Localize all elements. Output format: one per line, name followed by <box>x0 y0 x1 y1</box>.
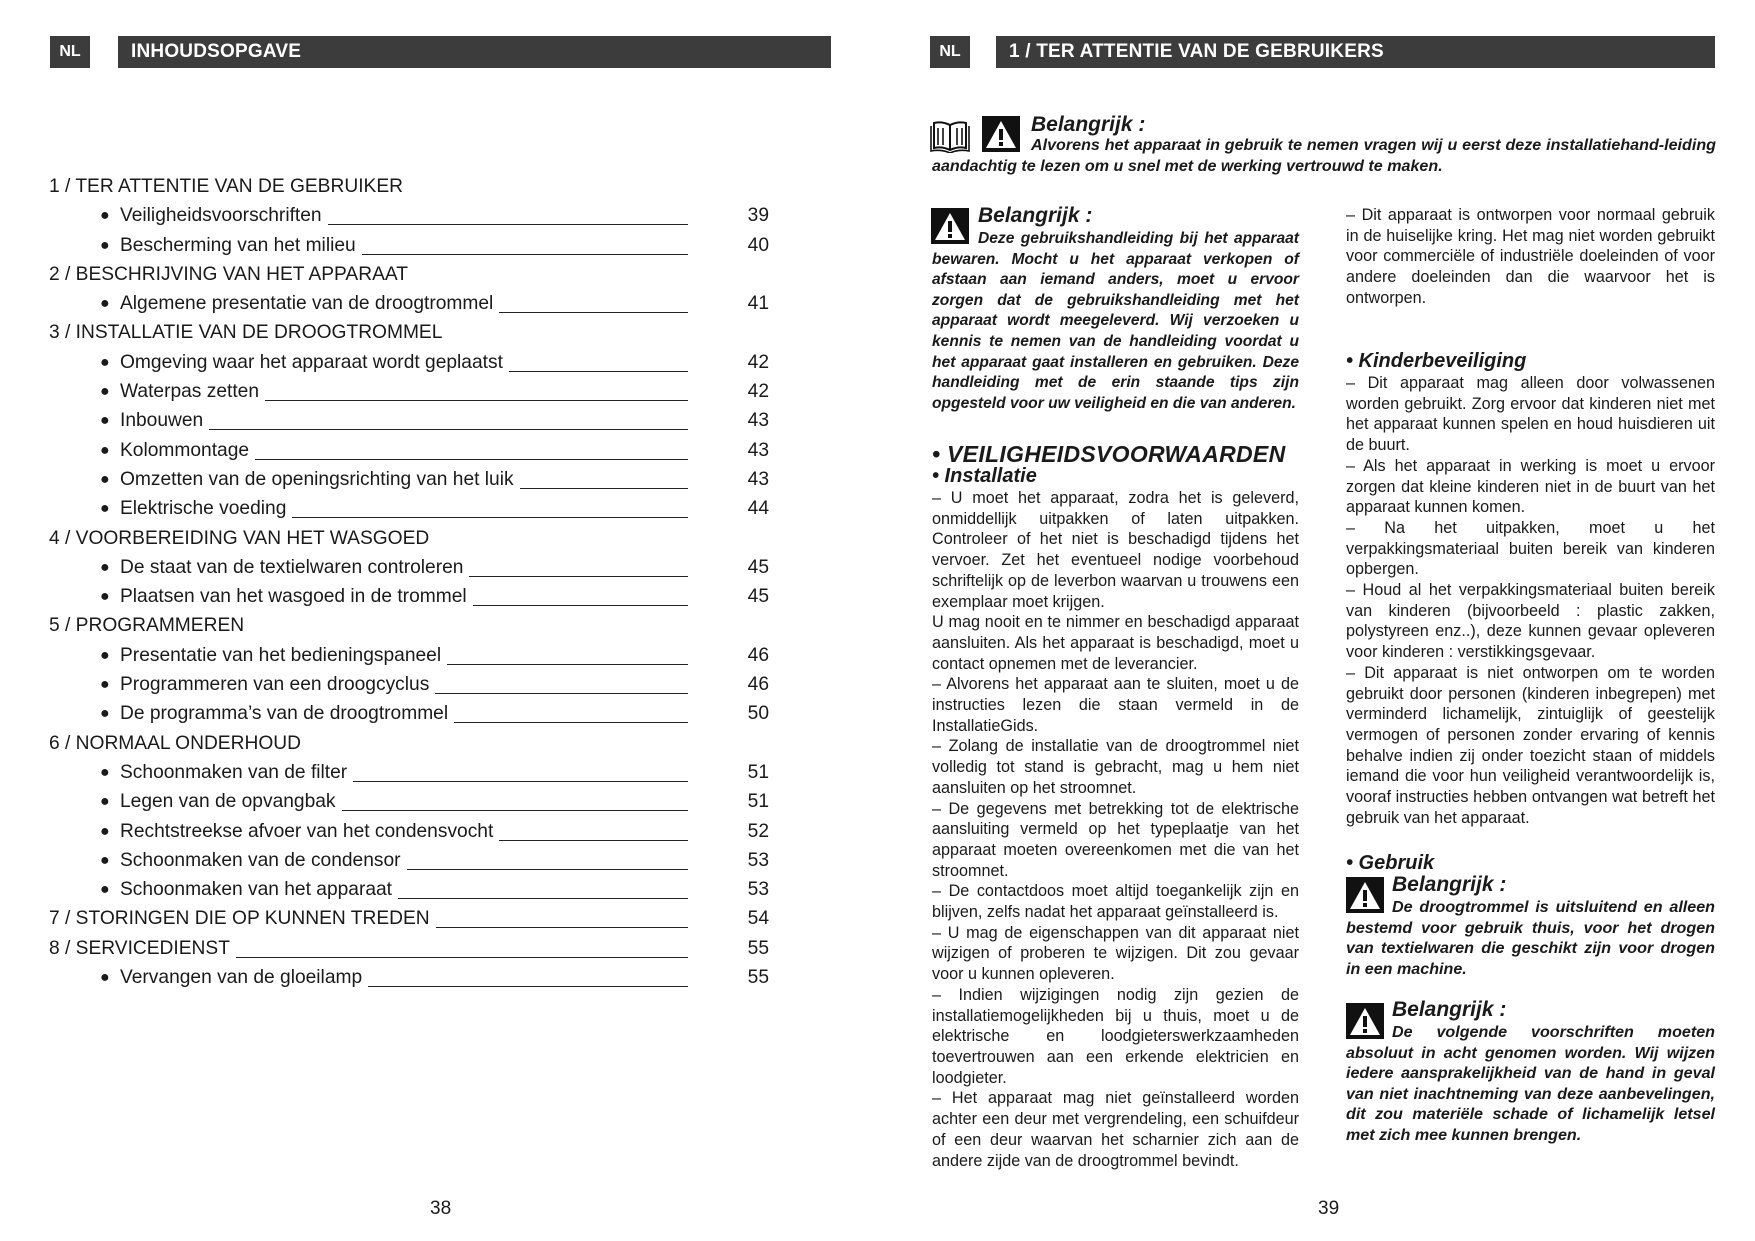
last-warn-text: De volgende voorschriften moeten absoluut in acht genomen worden. Wij wijzen iedere aansprakelijkheid van de hand in geval van niet inachtneming van deze aanbevelingen, dit zou materiële schade of lichamelijk letsel met zich mee kunnen brengen. <box>1346 1023 1715 1144</box>
toc-section <box>49 729 769 758</box>
toc-section <box>49 611 769 640</box>
col2-top-text: – Dit apparaat is ontworpen voor normaal gebruik in de huiselijke kring. Het mag niet worden gebruikt voor commerciële of industriële doeleinden of voor andere doeleinden dan die waarvoor het is ontworpen. <box>1346 206 1715 307</box>
leader-line <box>447 663 688 665</box>
bullet-icon: ● <box>100 588 110 606</box>
toc-item <box>49 465 769 494</box>
toc-section <box>49 904 769 933</box>
last-warn-title: Belangrijk : <box>1392 998 1507 1021</box>
toc-item <box>49 436 769 465</box>
bullet-icon: ● <box>100 793 110 811</box>
leader-line <box>520 487 688 489</box>
install-paragraph: – Indien wijzigingen nodig zijn gezien de installatiemogelijkheden bij u thuis, moet u de elektrische en loodgieterswerkzaamheden toevertrouwen aan een erkende elektricien en loodgieter. <box>932 985 1299 1087</box>
header-title: INHOUDSOPGAVE <box>131 41 302 62</box>
toc-entry-title: Programmeren van een droogcyclus <box>120 674 430 696</box>
bullet-icon: ● <box>100 441 110 459</box>
leader-line <box>255 458 688 460</box>
leader-line <box>362 253 688 255</box>
toc-entry-title: Elektrische voeding <box>120 498 287 520</box>
toc-page-number: 44 <box>747 498 769 520</box>
toc-entry-title: 6 / NORMAAL ONDERHOUD <box>49 732 301 754</box>
bullet-icon: ● <box>100 881 110 899</box>
leader-line <box>342 809 688 811</box>
toc-item <box>49 231 769 260</box>
bullet-icon: ● <box>100 412 110 430</box>
toc-page-number: 45 <box>747 586 769 608</box>
header-title: 1 / TER ATTENTIE VAN DE GEBRUIKERS <box>1009 41 1384 62</box>
toc-item <box>49 787 769 816</box>
bullet-icon: ● <box>100 969 110 987</box>
toc-page-number: 39 <box>747 205 769 227</box>
toc-entry-title: Veiligheidsvoorschriften <box>120 205 322 227</box>
bullet-icon: ● <box>100 676 110 694</box>
bullet-icon: ● <box>100 763 110 781</box>
toc-entry-title: Legen van de opvangbak <box>120 791 336 813</box>
toc-entry-title: De programma’s van de droogtrommel <box>120 703 449 725</box>
toc-page-number: 54 <box>747 908 769 930</box>
install-paragraph: – De contactdoos moet altijd toegankelijk zijn en blijven, zelfs nadat het apparaat geïnstalleerd is. <box>932 882 1299 922</box>
toc-entry-title: Kolommontage <box>120 439 250 461</box>
toc-entry-title: Rechtstreekse afvoer van het condensvocht <box>120 820 494 842</box>
toc-page-number: 43 <box>747 410 769 432</box>
toc-item <box>49 817 769 846</box>
language-tag: NL <box>930 36 970 68</box>
toc-entry-title: 5 / PROGRAMMEREN <box>49 615 245 637</box>
install-paragraph: – U moet het apparaat, zodra het is geleverd, onmiddellijk uitpakken of laten uitpakken. Controleer of het niet is beschadigd tijdens het vervoer. Zet het eventueel nodige voorbehoud schriftelijk op de leverbon waarvan u trouwens een exemplaar moet krijgen. <box>932 489 1299 611</box>
install-paragraph: U mag nooit en te nimmer en beschadigd apparaat aansluiten. Als het apparaat is beschadigd, moet u contact opnemen met de leverancier. <box>932 613 1299 673</box>
toc-page-number: 55 <box>747 937 769 959</box>
toc-item <box>49 699 769 728</box>
toc-entry-title: 7 / STORINGEN DIE OP KUNNEN TREDEN <box>49 908 430 930</box>
page-number: 39 <box>1318 1198 1340 1219</box>
toc-entry-title: Schoonmaken van de condensor <box>120 849 401 871</box>
leader-line <box>209 428 688 430</box>
toc-item <box>49 582 769 611</box>
toc-entry-title: Schoonmaken van het apparaat <box>120 879 393 901</box>
toc-page-number: 46 <box>747 674 769 696</box>
toc-item <box>49 348 769 377</box>
toc-entry-title: Bescherming van het milieu <box>120 234 356 256</box>
toc-page-number: 43 <box>747 468 769 490</box>
toc-page-number: 51 <box>747 761 769 783</box>
use-warn-text: De droogtrommel is uitsluitend en alleen bestemd voor gebruik thuis, voor het drogen van textielwaren die geschikt zijn voor drogen in een machine. <box>1346 898 1715 978</box>
leader-line <box>407 868 688 870</box>
child-safety-paragraph: – Als het apparaat in werking is moet u ervoor zorgen dat kleine kinderen niet in de buurt van het apparaat kunnen komen. <box>1346 456 1715 517</box>
toc-page-number: 46 <box>747 644 769 666</box>
leader-line <box>499 311 688 313</box>
leader-line <box>398 897 688 899</box>
toc-entry-title: 1 / TER ATTENTIE VAN DE GEBRUIKER <box>49 176 403 197</box>
toc-item <box>49 377 769 406</box>
leader-line <box>435 692 688 694</box>
toc-item <box>49 846 769 875</box>
leader-line <box>265 399 688 401</box>
col1-warn-title: Belangrijk : <box>978 204 1093 227</box>
toc-page-number: 42 <box>747 351 769 373</box>
toc-page-number: 42 <box>747 381 769 403</box>
bullet-icon: ● <box>100 383 110 401</box>
col1-warn-text: Deze gebruikshandleiding bij het apparaat bewaren. Mocht u het apparaat verkopen of afstaan aan iemand anders, moet u ervoor zorgen dat de gebruikshandleiding met het apparaat wordt meegeleverd. Wij verzoeken u kennis te nemen van de handleiding voordat u het apparaat gaat installeren en gebruiken. Deze handleiding met de erin staande tips zijn opgesteld voor uw veiligheid en die van anderen. <box>932 230 1299 412</box>
use-heading: • Gebruik <box>1346 852 1435 874</box>
page-header <box>118 36 831 68</box>
language-tag: NL <box>50 36 90 68</box>
intro-text: Alvorens het apparaat in gebruik te nemen vragen wij u eerst deze installatiehand-leiding aandachtig te lezen om u snel met de werking vertrouwd te maken. <box>932 136 1716 175</box>
toc-entry-title: De staat van de textielwaren controleren <box>120 556 464 578</box>
child-safety-paragraph: – Dit apparaat is niet ontworpen om te worden gebruikt door personen (kinderen inbegrepen) met verminderd lichamelijk, zintuiglijk of geestelijk vermogen of personen zonder ervaring of kennis behalve indien zij onder toezicht staan of middels iemand die voor hun veiligheid verantwoordelijk is, vooraf instructies hebben ontvangen wat betreft het gebruik van het apparaat. <box>1346 663 1715 827</box>
bullet-icon: ● <box>100 851 110 869</box>
toc-entry-title: Schoonmaken van de filter <box>120 761 348 783</box>
toc-page-number: 40 <box>747 234 769 256</box>
toc-entry-title: Waterpas zetten <box>120 381 259 403</box>
child-safety-paragraph: – Houd al het verpakkingsmateriaal buiten bereik van kinderen (bijvoorbeeld : plastic zakken, polystyreen enz..), deze kunnen gevaar opleveren voor kinderen : verstikkingsgevaar. <box>1346 581 1715 662</box>
leader-line <box>469 575 688 577</box>
install-heading: • Installatie <box>932 465 1037 487</box>
toc-item <box>49 553 769 582</box>
toc-page-number: 52 <box>747 820 769 842</box>
leader-line <box>436 926 688 928</box>
toc-page-number: 51 <box>747 791 769 813</box>
toc-page-number: 53 <box>747 849 769 871</box>
toc-item <box>49 875 769 904</box>
toc-page-number: 43 <box>747 439 769 461</box>
toc-section <box>49 172 769 201</box>
bullet-icon: ● <box>100 646 110 664</box>
toc-entry-title: Inbouwen <box>120 410 204 432</box>
toc-item <box>49 758 769 787</box>
child-safety-text <box>1346 373 1715 828</box>
leader-line <box>353 780 688 782</box>
toc-item <box>49 201 769 230</box>
leader-line <box>236 956 688 958</box>
bullet-icon: ● <box>100 500 110 518</box>
toc-item <box>49 963 769 992</box>
toc-item <box>49 406 769 435</box>
toc-entry-title: Vervangen van de gloeilamp <box>120 967 363 989</box>
child-safety-heading: • Kinderbeveiliging <box>1346 350 1527 372</box>
toc-section <box>49 260 769 289</box>
toc-item <box>49 670 769 699</box>
bullet-icon: ● <box>100 558 110 576</box>
bullet-icon: ● <box>100 470 110 488</box>
bullet-icon: ● <box>100 295 110 313</box>
toc-section <box>49 524 769 553</box>
toc-entry-title: Algemene presentatie van de droogtrommel <box>120 293 494 315</box>
page-number: 38 <box>430 1198 452 1219</box>
leader-line <box>368 985 688 987</box>
child-safety-paragraph: – Dit apparaat mag alleen door volwassenen worden gebruikt. Zorg ervoor dat kinderen niet met het apparaat kunnen spelen en houd huisdieren uit de buurt. <box>1346 374 1715 455</box>
toc-entry-title: 4 / VOORBEREIDING VAN HET WASGOED <box>49 527 430 549</box>
page-header <box>996 36 1715 68</box>
toc-section <box>49 318 769 347</box>
leader-line <box>292 516 688 518</box>
toc-entry-title: 2 / BESCHRIJVING VAN HET APPARAAT <box>49 263 408 285</box>
install-paragraph: – Het apparaat mag niet geïnstalleerd worden achter een deur met vergrendeling, een schuifdeur of een deur waarvan het scharnier zich aan de andere zijde van de droogtrommel bevindt. <box>932 1089 1299 1170</box>
toc-item <box>49 494 769 523</box>
install-paragraph: – Zolang de installatie van de droogtrommel niet volledig tot stand is gebracht, mag u hem niet aansluiten op het stroomnet. <box>932 737 1299 797</box>
install-paragraph: – U mag de eigenschappen van dit apparaat niet wijzigen of proberen te wijzigen. Dit zou gevaar voor u kunnen opleveren. <box>932 923 1299 984</box>
install-paragraph: – De gegevens met betrekking tot de elektrische aansluiting vermeld op het typeplaatje van het apparaat moeten overeenkomen met die van het stroomnet. <box>932 799 1299 880</box>
leader-line <box>473 604 688 606</box>
child-safety-paragraph: – Na het uitpakken, moet u het verpakkingsmateriaal buiten bereik van kinderen opbergen. <box>1346 518 1715 579</box>
intro-title: Belangrijk : <box>1031 113 1146 136</box>
leader-line <box>499 839 688 841</box>
toc-entry-title: 3 / INSTALLATIE VAN DE DROOGTROMMEL <box>49 322 443 344</box>
use-warn-title: Belangrijk : <box>1392 873 1507 896</box>
toc-entry-title: Presentatie van het bedieningspaneel <box>120 644 442 666</box>
toc-section <box>49 934 769 963</box>
bullet-icon: ● <box>100 705 110 723</box>
leader-line <box>454 721 688 723</box>
toc-page-number: 41 <box>747 293 769 315</box>
toc-item <box>49 289 769 318</box>
bullet-icon: ● <box>100 353 110 371</box>
leader-line <box>509 370 688 372</box>
install-paragraph: – Alvorens het apparaat aan te sluiten, moet u de instructies lezen die staan vermeld in de InstallatieGids. <box>932 675 1299 735</box>
leader-line <box>328 223 688 225</box>
toc-entry-title: Plaatsen van het wasgoed in de trommel <box>120 586 467 608</box>
toc-page-number: 55 <box>747 967 769 989</box>
toc-page-number: 53 <box>747 879 769 901</box>
bullet-icon: ● <box>100 236 110 254</box>
install-text <box>932 488 1299 1171</box>
bullet-icon: ● <box>100 207 110 225</box>
toc-item <box>49 641 769 670</box>
toc-page-number: 45 <box>747 556 769 578</box>
toc-page-number: 50 <box>747 703 769 725</box>
bullet-icon: ● <box>100 822 110 840</box>
toc-entry-title: 8 / SERVICEDIENST <box>49 937 230 959</box>
toc-entry-title: Omzetten van de openingsrichting van het luik <box>120 468 514 490</box>
safety-heading: • VEILIGHEIDSVOORWAARDEN <box>932 441 1286 467</box>
toc-entry-title: Omgeving waar het apparaat wordt geplaatst <box>120 351 503 373</box>
table-of-contents <box>49 172 769 992</box>
